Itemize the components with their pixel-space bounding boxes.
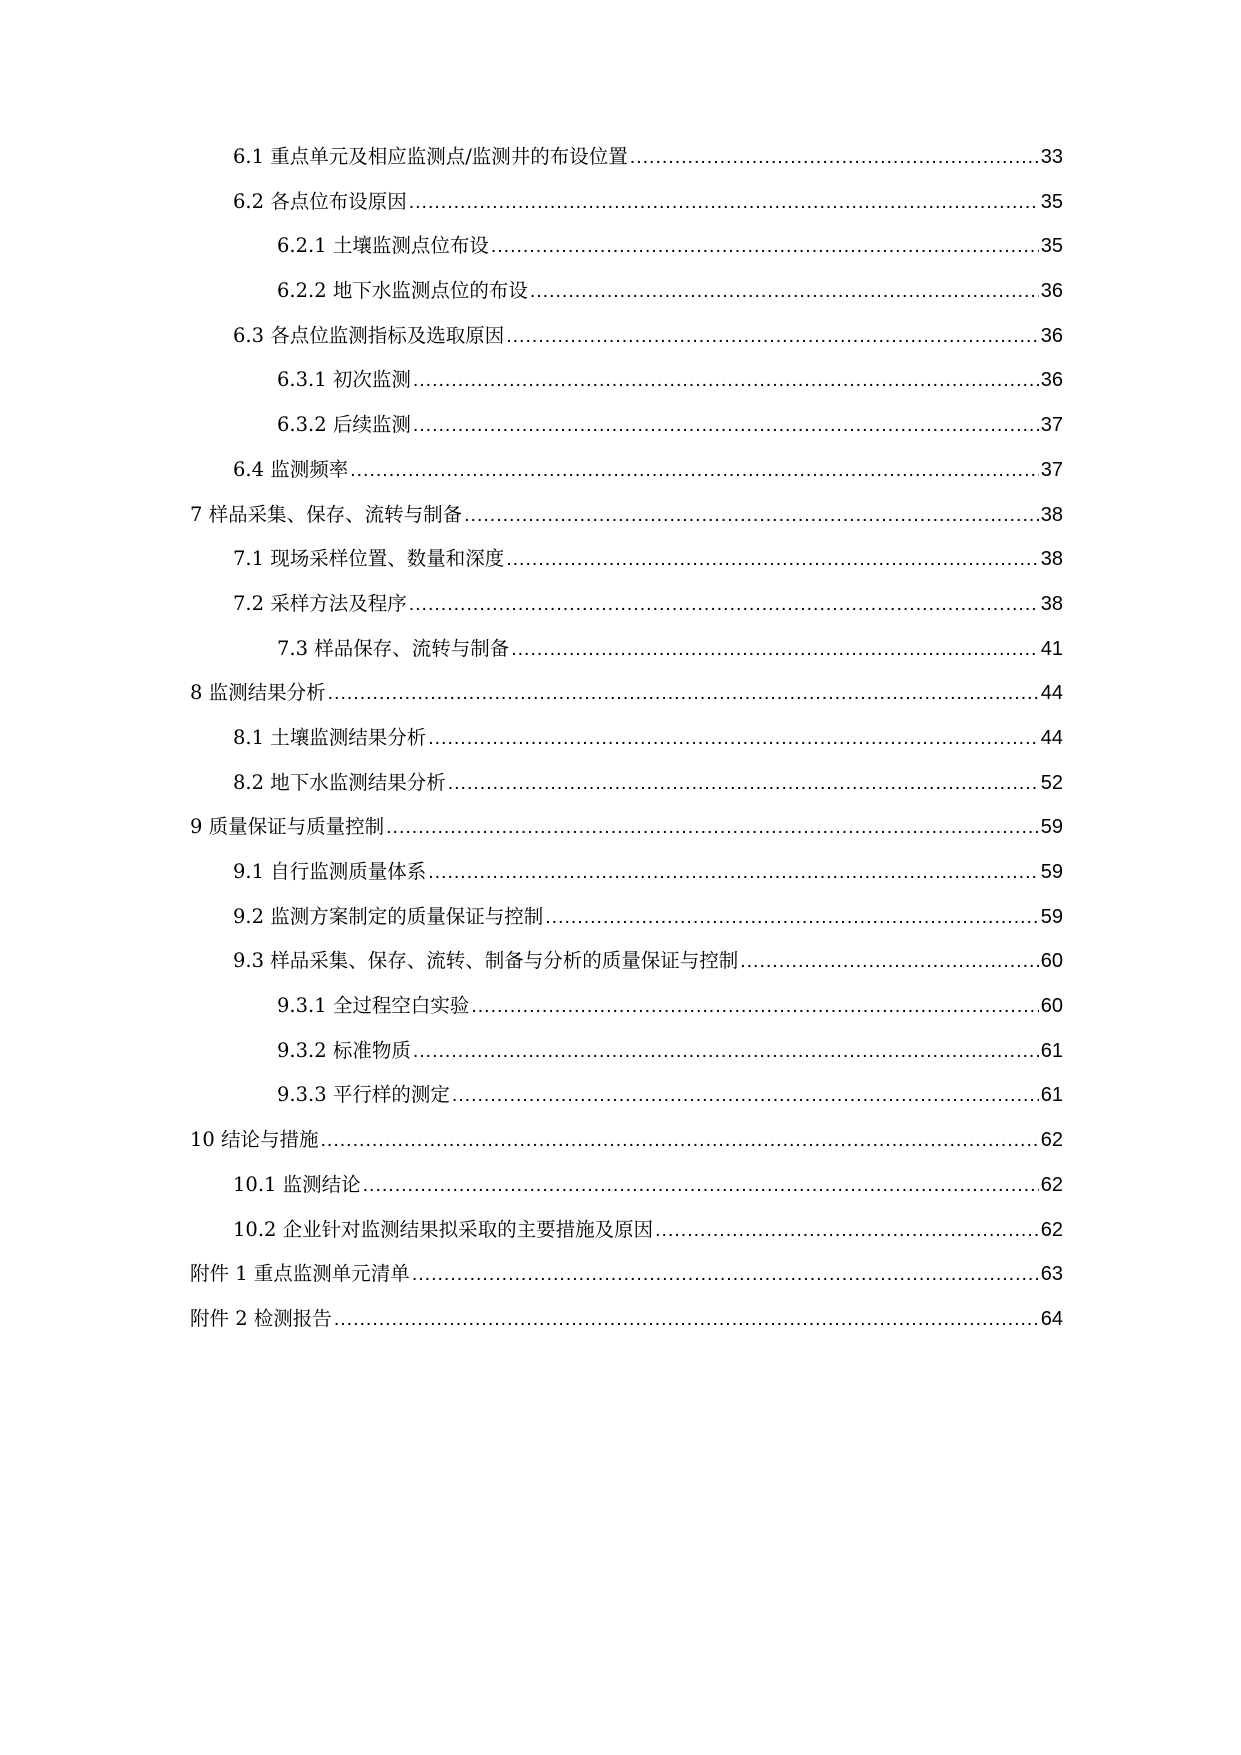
toc-dot-leader xyxy=(409,590,1039,618)
toc-entry[interactable] xyxy=(0,1216,1241,1261)
toc-dot-leader xyxy=(655,1216,1039,1244)
toc-entry-title: 10.2 企业针对监测结果拟采取的主要措施及原因 xyxy=(233,1217,654,1241)
toc-entry-title: 10.1 监测结论 xyxy=(233,1172,361,1196)
toc-entry-title: 6.3.1 初次监测 xyxy=(277,368,411,392)
toc-entry-title: 6.4 监测频率 xyxy=(233,457,349,481)
toc-dot-leader xyxy=(428,724,1039,752)
toc-entry-page-number: 44 xyxy=(1040,682,1063,705)
toc-entry-page-number: 36 xyxy=(1040,280,1063,303)
toc-entry-page-number: 36 xyxy=(1040,369,1063,392)
toc-entry-page-number: 61 xyxy=(1040,1039,1063,1062)
toc-entry-title: 9.2 监测方案制定的质量保证与控制 xyxy=(233,904,544,928)
toc-dot-leader xyxy=(740,947,1039,975)
toc-entry-title: 7.2 采样方法及程序 xyxy=(233,591,407,615)
toc-entry[interactable] xyxy=(0,1260,1241,1305)
toc-entry[interactable] xyxy=(0,1126,1241,1171)
toc-entry[interactable] xyxy=(0,1305,1241,1350)
toc-entry-page-number: 64 xyxy=(1040,1307,1063,1330)
toc-entry-page-number: 35 xyxy=(1040,235,1063,258)
toc-entry-page-number: 62 xyxy=(1040,1173,1063,1196)
toc-entry-title: 6.2 各点位布设原因 xyxy=(233,189,407,213)
toc-entry-page-number: 60 xyxy=(1040,950,1063,973)
toc-entry[interactable] xyxy=(0,456,1241,501)
toc-dot-leader xyxy=(452,1081,1039,1109)
toc-entry[interactable] xyxy=(0,277,1241,322)
toc-entry-title: 9.3.2 标准物质 xyxy=(277,1038,411,1062)
toc-entry[interactable] xyxy=(0,724,1241,769)
toc-entry-title: 9.1 自行监测质量体系 xyxy=(233,860,427,883)
toc-entry[interactable] xyxy=(0,143,1241,188)
toc-entry[interactable] xyxy=(0,813,1241,858)
toc-entry-page-number: 38 xyxy=(1040,503,1063,526)
toc-entry[interactable] xyxy=(0,188,1241,233)
toc-entry-title: 6.3 各点位监测指标及选取原因 xyxy=(233,323,505,347)
toc-entry-page-number: 62 xyxy=(1040,1129,1063,1152)
toc-entry[interactable] xyxy=(0,1081,1241,1126)
toc-entry[interactable] xyxy=(0,501,1241,546)
toc-entry-title: 6.2.2 地下水监测点位的布设 xyxy=(277,279,528,303)
toc-entry-page-number: 44 xyxy=(1040,726,1063,749)
toc-entry-page-number: 33 xyxy=(1040,146,1063,168)
toc-entry-title: 9.3.1 全过程空白实验 xyxy=(277,994,470,1018)
toc-dot-leader xyxy=(545,903,1039,931)
toc-dot-leader xyxy=(321,1126,1039,1154)
toc-dot-leader xyxy=(412,1260,1039,1288)
toc-entry-page-number: 36 xyxy=(1040,324,1063,347)
toc-entry-title: 10 结论与措施 xyxy=(190,1128,319,1152)
toc-entry-page-number: 61 xyxy=(1040,1084,1063,1107)
toc-dot-leader xyxy=(428,858,1039,886)
toc-dot-leader xyxy=(363,1171,1039,1199)
toc-dot-leader xyxy=(471,992,1038,1020)
toc-entry-page-number: 38 xyxy=(1040,592,1063,615)
toc-entry-page-number: 37 xyxy=(1040,458,1063,481)
toc-dot-leader xyxy=(530,277,1039,305)
table-of-contents xyxy=(0,143,1241,1350)
toc-dot-leader xyxy=(491,232,1039,260)
toc-dot-leader xyxy=(328,679,1039,707)
toc-entry-page-number: 60 xyxy=(1040,995,1063,1018)
toc-entry-title: 附件 1 重点监测单元清单 xyxy=(190,1262,410,1286)
toc-entry[interactable] xyxy=(0,1171,1241,1216)
toc-entry-title: 6.1 重点单元及相应监测点/监测井的布设位置 xyxy=(233,145,628,168)
toc-entry-page-number: 38 xyxy=(1040,548,1063,571)
toc-entry[interactable] xyxy=(0,545,1241,590)
toc-dot-leader xyxy=(409,188,1039,216)
toc-dot-leader xyxy=(506,322,1039,350)
toc-entry-page-number: 59 xyxy=(1040,816,1063,839)
toc-entry-page-number: 63 xyxy=(1040,1263,1063,1286)
toc-entry-title: 6.2.1 土壤监测点位布设 xyxy=(277,234,489,258)
toc-entry-page-number: 59 xyxy=(1040,861,1063,883)
toc-dot-leader xyxy=(334,1305,1039,1333)
toc-entry[interactable] xyxy=(0,411,1241,456)
toc-entry[interactable] xyxy=(0,635,1241,680)
toc-entry[interactable] xyxy=(0,769,1241,814)
toc-entry[interactable] xyxy=(0,858,1241,903)
toc-entry-title: 9.3 样品采集、保存、流转、制备与分析的质量保证与控制 xyxy=(233,949,739,973)
toc-dot-leader xyxy=(350,456,1039,484)
toc-entry-page-number: 52 xyxy=(1040,771,1063,794)
toc-dot-leader xyxy=(413,366,1039,394)
toc-dot-leader xyxy=(413,411,1039,439)
toc-entry-title: 8.1 土壤监测结果分析 xyxy=(233,725,427,749)
toc-entry-title: 7 样品采集、保存、流转与制备 xyxy=(190,502,463,526)
toc-entry-page-number: 59 xyxy=(1040,905,1063,928)
toc-entry-title: 6.3.2 后续监测 xyxy=(277,413,411,437)
toc-dot-leader xyxy=(506,545,1039,573)
toc-entry-title: 7.1 现场采样位置、数量和深度 xyxy=(233,547,505,571)
toc-dot-leader xyxy=(464,501,1039,529)
toc-entry-title: 8.2 地下水监测结果分析 xyxy=(233,770,446,794)
toc-entry-page-number: 62 xyxy=(1040,1218,1063,1241)
toc-entry-title: 附件 2 检测报告 xyxy=(190,1306,332,1330)
toc-entry[interactable] xyxy=(0,590,1241,635)
toc-entry[interactable] xyxy=(0,947,1241,992)
toc-entry[interactable] xyxy=(0,903,1241,948)
toc-entry-title: 7.3 样品保存、流转与制备 xyxy=(277,636,510,660)
toc-entry[interactable] xyxy=(0,1037,1241,1082)
toc-entry-page-number: 35 xyxy=(1040,190,1063,213)
toc-entry[interactable] xyxy=(0,992,1241,1037)
toc-entry[interactable] xyxy=(0,322,1241,367)
toc-entry-page-number: 41 xyxy=(1040,637,1063,660)
toc-dot-leader xyxy=(386,813,1039,841)
toc-dot-leader xyxy=(448,769,1039,797)
toc-entry-title: 8 监测结果分析 xyxy=(190,681,326,705)
toc-entry-page-number: 37 xyxy=(1040,414,1063,437)
toc-dot-leader xyxy=(511,635,1039,663)
toc-entry-title: 9.3.3 平行样的测定 xyxy=(277,1083,450,1107)
toc-dot-leader xyxy=(413,1037,1039,1065)
toc-entry[interactable] xyxy=(0,679,1241,724)
toc-entry-title: 9 质量保证与质量控制 xyxy=(190,815,385,839)
toc-entry[interactable] xyxy=(0,232,1241,277)
toc-dot-leader xyxy=(630,143,1039,171)
toc-entry[interactable] xyxy=(0,366,1241,411)
